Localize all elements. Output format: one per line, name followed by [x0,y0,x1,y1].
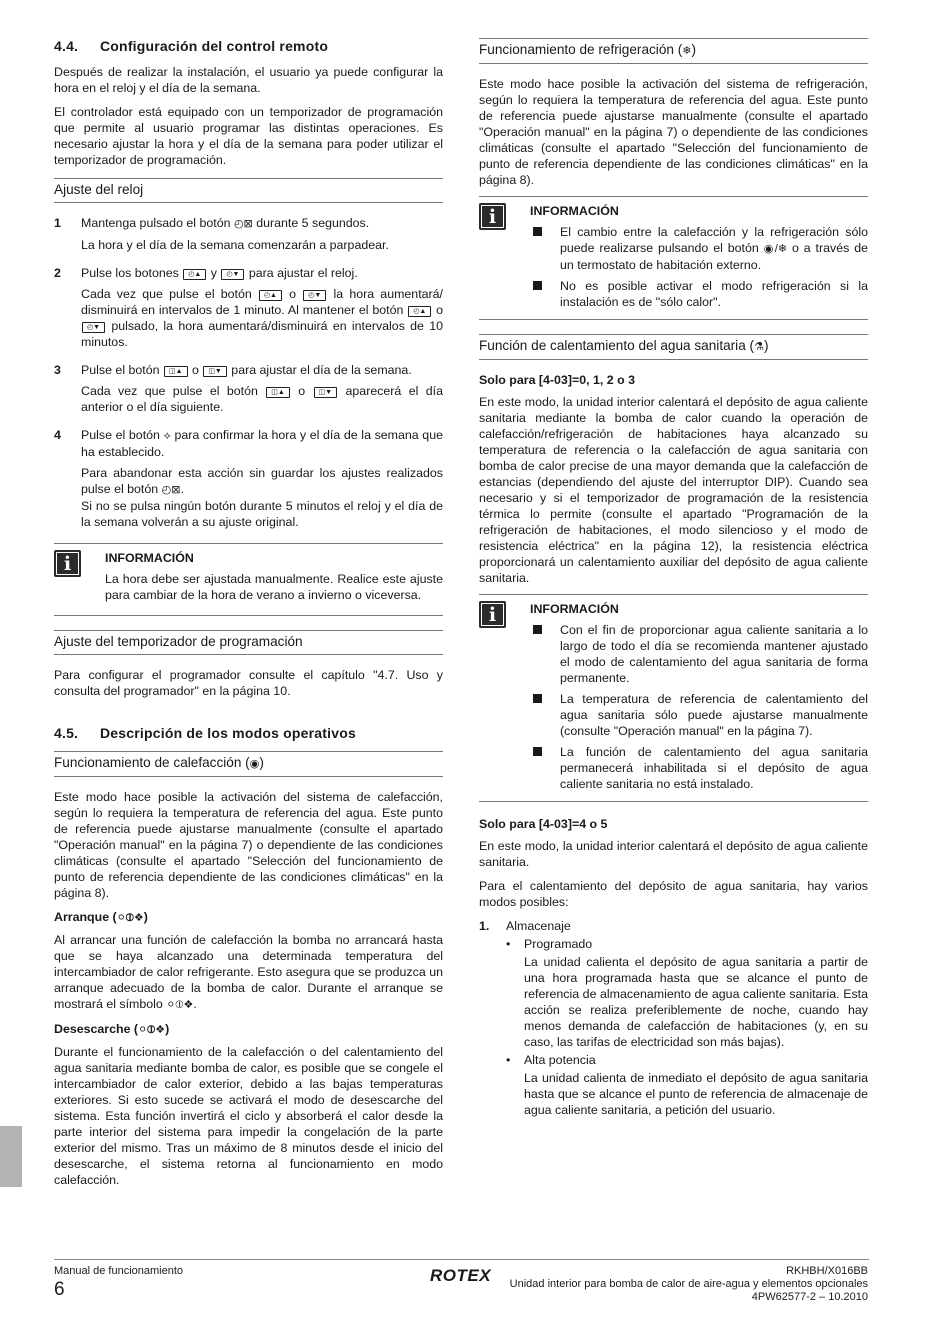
info-title: INFORMACIÓN [105,551,194,565]
defrost-label: Desescarche (⚪⦶❖) [54,1022,170,1036]
dhw-heating-heading: Función de calentamiento del agua sanitaria (⚗) [479,334,868,360]
page-number: 6 [54,1279,65,1300]
day-down-button-icon: ◫▼ [314,387,338,398]
heat-cool-icon: ◉/❄ [763,243,788,255]
footer-left [54,1265,183,1301]
information-icon: i [479,601,506,628]
footer-divider [54,1259,869,1260]
paragraph: Al arrancar una función de calefacción la bomba no arrancará hasta que se haya alcanzado una determinada temperatura del intercambiador de calor refrigerante. Esto asegura que se produzca un arranque adecuado de la bomba de calor. Durante el arranque se mostrará el símbolo ⚪⦶❖. [54,933,443,1011]
paragraph: En este modo, la unidad interior calentará el depósito de agua caliente sanitaria. [479,839,868,869]
info-bullet: No es posible activar el modo refrigeración si la instalación es de "sólo calor". [530,278,868,310]
cooling-icon: ❄ [682,45,692,57]
paragraph: Este modo hace posible la activación del sistema de calefacción, según lo requiera la temperatura de referencia del agua. Este punto de referencia puede ajustarse manualmente (consulte el apartado "Operación manual" en la página 7) o dependiente de las condiciones climáticas (consulte el apartado "Selección del funcionamiento de punto de referencia dependiente de las condiciones climáticas" en la página 8). [54,790,443,900]
clock-up-button-icon: ◴▲ [408,306,431,317]
left-column [54,38,443,1196]
footer-right [510,1265,868,1304]
clock-cancel-icon: ◴⊠ [233,218,253,230]
clock-cancel-icon: ◴⊠ [161,484,181,496]
right-column [479,38,868,1120]
section-4-5-heading: 4.5. Descripción de los modos operativos [54,725,356,741]
info-box-clock [54,543,443,616]
step-1: 1 Mantenga pulsado el botón ◴⊠ durante 5 segundos. La hora y el día de la semana comenzarán a parpadear. [54,216,389,252]
heating-icon: ◉ [249,758,260,770]
paragraph: En este modo, la unidad interior calentará el depósito de agua caliente sanitaria mediante la bomba de calor cuando la operación de calefacción/refrigeración de habitaciones haya alcanzado su temperatura de referencia o la calefacción de agua sanitaria con bomba de calor precise de una mayor demanda que la calefacción de estancias (dependiendo del ajuste del interruptor DIP). Cuando sea necesario y si el temporizador de programación de la resistencia térmica lo permite (consulte el apartado "Programación de la refrigeración de habitaciones, el modo silencioso y el modo de resistencia eléctrica" en la página 12), la resistencia eléctrica proporcionará un calentamiento auxiliar del depósito de agua caliente sanitaria. [479,395,868,585]
startup-label: Arranque (⚪⦶❖) [54,910,148,924]
info-bullet: La temperatura de referencia de calentamiento del agua sanitaria sólo puede ajustarse manualmente (consulte "Operación manual" en la página 7). [530,691,868,739]
tap-water-icon: ⚗ [754,341,764,353]
model-code: RKHBH/X016BB [786,1265,868,1277]
paragraph: Para configurar el programador consulte el capítulo "4.7. Uso y consulta del programador" en la página 10. [54,668,443,698]
info-bullet: El cambio entre la calefacción y la refrigeración sólo puede realizarse pulsando el botón ◉/❄ o a través de un termostato de habitación externo. [530,224,868,273]
paragraph: Para el calentamiento del depósito de agua sanitaria, hay varios modos posibles: [479,879,868,909]
day-up-button-icon: ◫▲ [164,366,188,377]
info-title: INFORMACIÓN [530,602,619,616]
condition-label: Solo para [4-03]=0, 1, 2 o 3 [479,373,635,387]
clock-up-button-icon: ◴▲ [259,290,282,301]
paragraph: Después de realizar la instalación, el usuario ya puede configurar la hora en el reloj y el día de la semana. [54,65,443,95]
startup-defrost-icon: ⚪⦶❖ [138,1024,166,1036]
startup-defrost-icon: ⚪⦶❖ [166,999,194,1011]
step-4: 4 Pulse el botón ⟡ para confirmar la hora y el día de la semana que ha establecido. Para abandonar esta acción sin guardar los ajustes realizados pulse el botón ◴⊠. Si no se pulsa ningún botón durante 5 minutos el reloj y el día de la semana volverán a su ajuste original. [54,428,443,529]
section-4-4-heading: 4.4. Configuración del control remoto [54,38,329,54]
cooling-mode-heading: Funcionamiento de refrigeración (❄) [479,38,868,64]
document-code: 4PW62577-2 – 10.2010 [751,1291,868,1303]
step-3: 3 Pulse el botón ◫▲ o ◫▼ para ajustar el día de la semana. Cada vez que pulse el botón ◫▲ o ◫▼ aparecerá el día anterior o el día siguiente. [54,363,443,414]
info-title: INFORMACIÓN [530,204,619,218]
clock-up-button-icon: ◴▲ [183,269,206,280]
condition-label: Solo para [4-03]=4 o 5 [479,817,608,831]
info-bullet: Con el fin de proporcionar agua caliente sanitaria a lo largo de todo el día se recomienda mantener ajustado el modo de calentamiento del agua sanitaria de forma permanente. [530,622,868,686]
step-2: 2 Pulse los botones ◴▲ y ◴▼ para ajustar el reloj. Cada vez que pulse el botón ◴▲ o ◴▼ la hora aumentará/ disminuirá en intervalos de 1 minuto. Al mantener el botón ◴▲ o ◴▼ pulsado, la hora aumentará/disminuirá en intervalos de 10 minutos. [54,266,443,349]
sub-list-item: • Alta potencia La unidad calienta de inmediato el depósito de agua sanitaria hasta que se alcance el punto de referencia de almacenaje de agua caliente sanitaria, a petición del usuario. [506,1053,868,1117]
clock-setting-heading: Ajuste del reloj [54,178,443,203]
heating-mode-heading: Funcionamiento de calefacción (◉) [54,751,443,777]
confirm-icon: ⟡ [163,430,171,442]
timer-setting-heading: Ajuste del temporizador de programación [54,630,443,655]
clock-down-button-icon: ◴▼ [82,322,105,333]
manual-label: Manual de funcionamiento [54,1265,184,1277]
chapter-tab [0,1126,22,1187]
day-down-button-icon: ◫▼ [203,366,227,377]
paragraph: Durante el funcionamiento de la calefacción o del calentamiento del agua sanitaria mediante bomba de calor, es posible que se congele el intercambiador de calor exterior, debido a las bajas temperaturas exteriores. Si esto sucede se activará el modo de desescarche del sistema. Esta función invertirá el ciclo y absorberá el calor desde la parte interior del sistema para impedir la congelación de la parte exterior del mismo. Tras un máximo de 8 minutos desde el inicio del desescarche, el sistema retorna al funcionamiento en modo calefacción. [54,1045,443,1187]
day-up-button-icon: ◫▲ [266,387,290,398]
sub-list-item: • Programado La unidad calienta el depósito de agua sanitaria a partir de una hora programada hasta que se alcance el punto de referencia de almacenamiento de agua caliente sanitaria. Esta acción se realiza preferiblemente de noche, cuando hay menos demanda de calefacción de habitaciones (y, en su caso, las tarifas de electricidad son más bajas). [506,937,868,1049]
clock-down-button-icon: ◴▼ [221,269,244,280]
information-icon: i [54,550,81,577]
paragraph: Este modo hace posible la activación del sistema de refrigeración, según lo requiera la temperatura de referencia del agua. Este punto de referencia puede ajustarse manualmente (consulte el apartado "Operación manual" en la página 7) o dependiente de las condiciones climáticas (consulte el apartado "Selección del funcionamiento de punto de referencia dependiente de las condiciones climáticas" en la página 8). [479,77,868,187]
info-text: La hora debe ser ajustada manualmente. Realice este ajuste para cambiar de la hora de verano a invierno o viceversa. [105,572,443,602]
paragraph: El controlador está equipado con un temporizador de programación que permite al usuario programar las distintas operaciones. Es necesario ajustar la hora y el día de la semana para poder utilizar el temporizador de programación. [54,105,443,167]
info-box-cooling [479,196,868,320]
startup-defrost-icon: ⚪⦶❖ [116,912,144,924]
info-bullet: La función de calentamiento del agua sanitaria permanecerá inhabilitada si el depósito de agua caliente sanitaria no está instalado. [530,744,868,792]
clock-down-button-icon: ◴▼ [303,290,326,301]
product-description: Unidad interior para bomba de calor de aire-agua y elementos opcionales [509,1278,868,1290]
info-box-dhw [479,594,868,802]
information-icon: i [479,203,506,230]
brand-logo: ROTEX [430,1266,492,1285]
list-item: 1. Almacenaje [479,919,571,933]
